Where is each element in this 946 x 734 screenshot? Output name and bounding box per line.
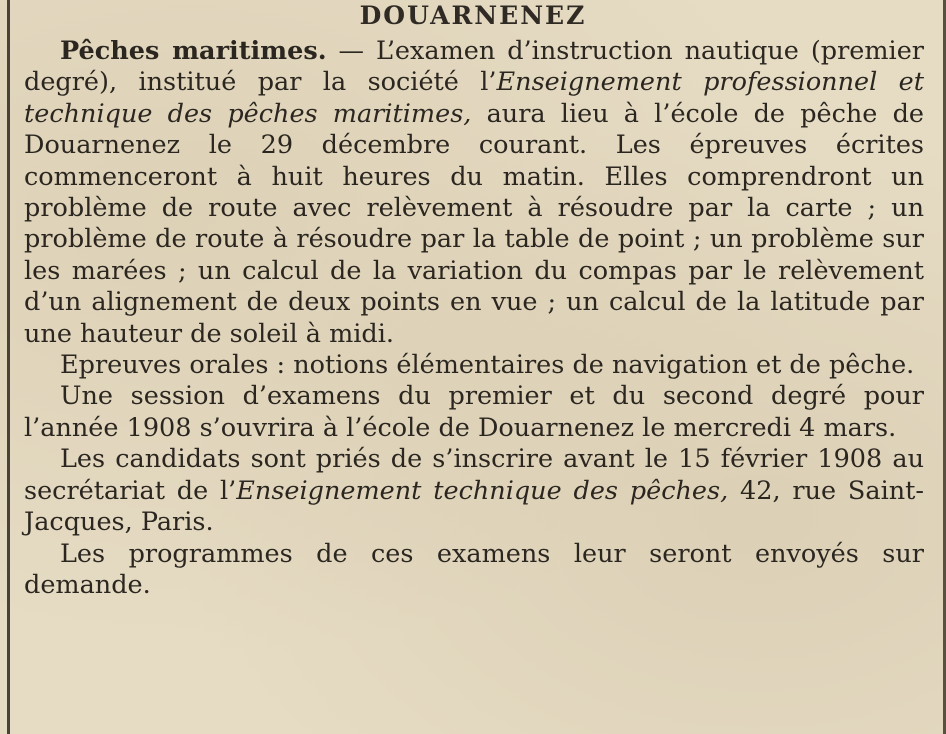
lead-title: Pêches maritimes.	[60, 36, 327, 66]
column-rule-left	[7, 0, 10, 734]
paragraph-4-text-b: 42, rue Saint-Jacques, Paris.	[24, 475, 925, 538]
article-body	[24, 36, 924, 601]
paragraph-4-text-a: Les candidats sont priés de s’inscrire avant le 15 février 1908 au secrétariat de l’	[24, 444, 924, 506]
article-heading: DOUARNENEZ	[359, 1, 587, 30]
society-name: Enseignement professionnel et technique des pêches maritimes,	[24, 67, 924, 129]
paragraph-1-text-b: aura lieu à l’école de pêche de Douarnenez le 29 décembre courant. Les épreuves écrites commenceront à huit heures du matin. Elles comprendront un problème de route avec relèvement à résoudre par la carte ; un problème de route à résoudre par la table de point ; un problème sur les marées ; un calcul de la variation du compas par le relèvement d’un alignement de deux points en vue ; un calcul de la latitude par une hauteur de soleil à midi.	[24, 98, 924, 349]
paragraph-4	[24, 444, 924, 538]
paragraph-3: Une session d’examens du premier et du second degré pour l’année 1908 s’ouvrira à l’école de Douarnenez le mercredi 4 mars.	[24, 381, 924, 443]
paragraph-1-text-a: — L’examen d’instruction nautique (premier degré), institué par la société l’	[24, 36, 924, 98]
paragraph-1	[24, 36, 924, 350]
paragraph-2: Epreuves orales : notions élémentaires de navigation et de pêche.	[60, 350, 915, 381]
paragraph-5: Les programmes de ces examens leur seront envoyés sur demande.	[24, 538, 924, 600]
institution-name: Enseignement technique des pêches,	[236, 475, 729, 506]
